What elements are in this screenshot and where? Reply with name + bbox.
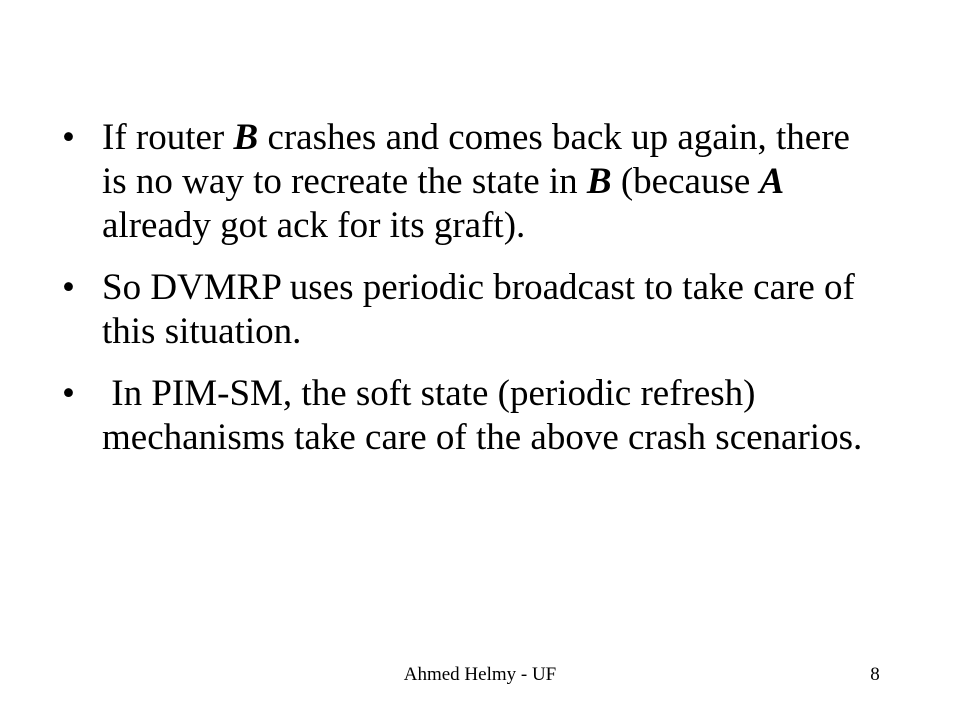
bullet-item bbox=[62, 372, 882, 460]
router-b-label: B bbox=[586, 161, 612, 202]
bullet-text: In PIM-SM, the soft state (periodic refresh) mechanisms take care of the above crash scenarios. bbox=[102, 373, 863, 458]
bullet-item bbox=[62, 116, 882, 248]
bullet-text-segment: crashes and comes back up again, there is no way to recreate the state in bbox=[102, 117, 850, 202]
bullet-list bbox=[62, 116, 882, 478]
footer-author: Ahmed Helmy - UF bbox=[403, 664, 557, 685]
router-b-label: B bbox=[233, 117, 259, 158]
bullet-marker: • bbox=[62, 267, 75, 308]
bullet-marker: • bbox=[62, 373, 75, 414]
bullet-marker: • bbox=[62, 117, 75, 158]
bullet-text-segment: If router bbox=[102, 117, 234, 158]
bullet-text bbox=[102, 116, 882, 248]
bullet-text: So DVMRP uses periodic broadcast to take care of this situation. bbox=[102, 267, 855, 352]
bullet-text-segment: already got ack for its graft). bbox=[102, 205, 526, 246]
router-a-label: A bbox=[759, 161, 785, 202]
bullet-item bbox=[62, 266, 882, 354]
page-number: 8 bbox=[870, 664, 880, 685]
bullet-text-segment: (because bbox=[611, 161, 760, 202]
